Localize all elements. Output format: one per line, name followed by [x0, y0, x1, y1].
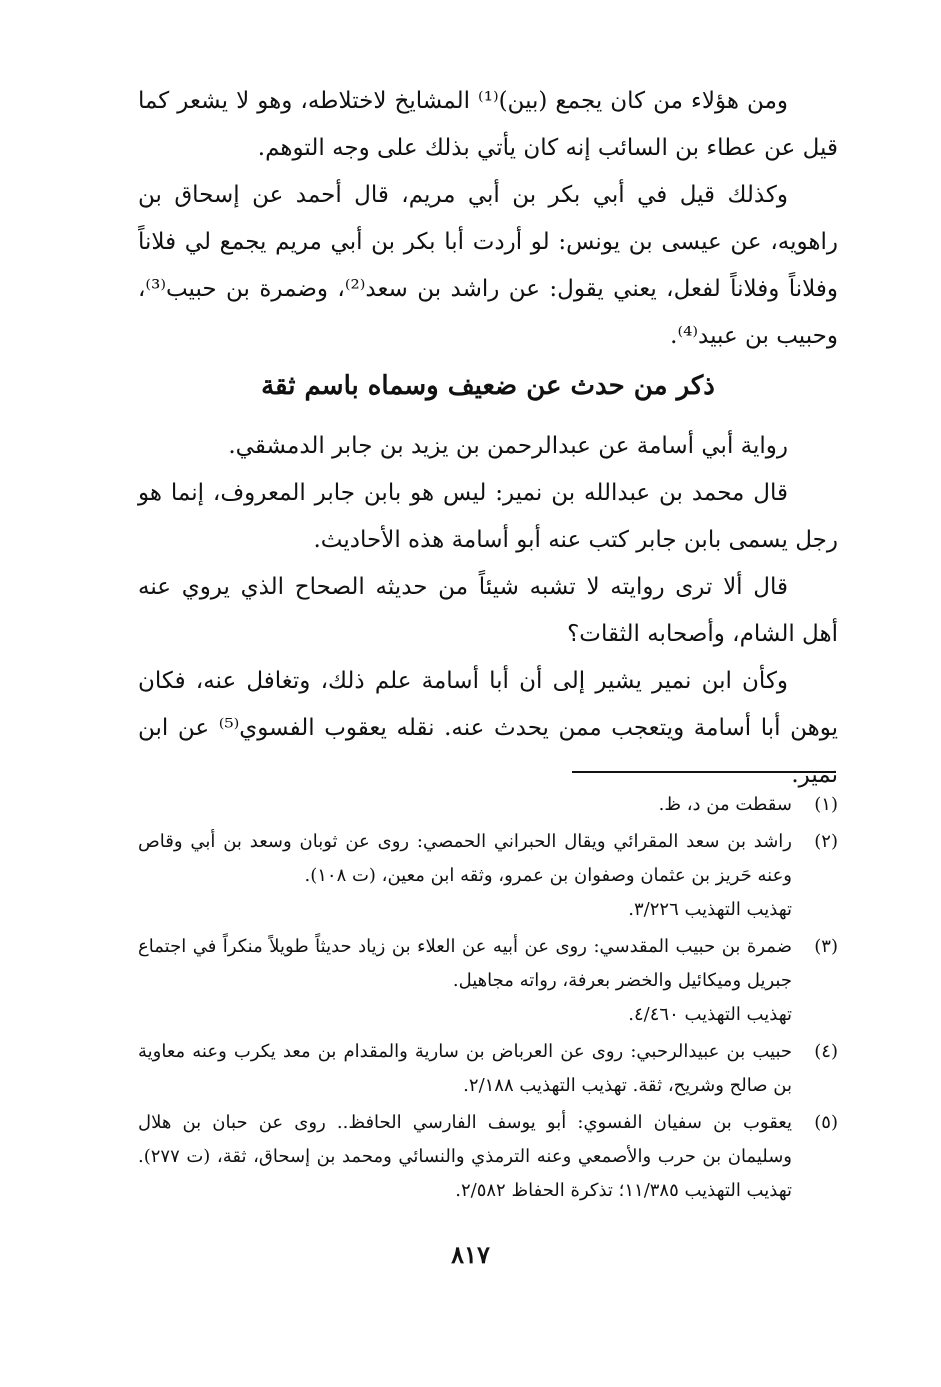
footnote-reference: تهذيب التهذيب ٣/٢٢٦. — [628, 899, 792, 920]
section-heading: ذكر من حدث عن ضعيف وسماه باسم ثقة — [261, 371, 715, 401]
paragraph: قال ألا ترى روايته لا تشبه شيئاً من حديثه الصحاح الذي يروي عنه أهل الشام، وأصحابه الثقات؟ — [138, 574, 838, 647]
footnote-separator — [572, 771, 836, 773]
footnote-text: حبيب بن عبيدالرحبي: روى عن العرباض بن سارية والمقدام بن معد يكرب وعنه معاوية بن صالح وشريح، ثقة. تهذيب التهذيب ٢/١٨٨. — [138, 1041, 792, 1096]
footnote-text: سقطت من د، ظ. — [658, 794, 792, 815]
paragraph: ومن هؤلاء من كان يجمع (بين)⁽¹⁾ المشايخ لاختلاطه، وهو لا يشعر كما قيل عن عطاء بن السائب إنه كان يأتي بذلك على وجه التوهم. — [138, 88, 838, 161]
page-number: ٨١٧ — [451, 1240, 490, 1269]
footnote-text: راشد بن سعد المقرائي ويقال الحبراني الحمصي: روى عن ثوبان وسعد بن أبي وقاص وعنه حَريز بن عثمان وصفوان بن عمرو، وثقه ابن معين، (ت ١٠٨). — [138, 831, 793, 886]
paragraph: وكذلك قيل في أبي بكر بن أبي مريم، قال أحمد عن إسحاق بن راهويه، عن عيسى بن يونس: لو أردت أبا بكر بن أبي مريم يجمع لي فلاناً وفلاناً وفلاناً لفعل، يعني يقول: عن راشد بن سعد⁽²⁾، وضمرة بن حبيب⁽³⁾، وحبيب بن عبيد⁽⁴⁾. — [138, 182, 838, 349]
footnotes — [138, 788, 838, 1211]
paragraph: وكأن ابن نمير يشير إلى أن أبا أسامة علم ذلك، وتغافل عنه، فكان يوهن أبا أسامة ويتعجب ممن يحدث عنه. نقله يعقوب الفسوي⁽⁵⁾ عن ابن نمير. — [138, 668, 838, 788]
footnote-number: (٥) — [814, 1112, 838, 1133]
body-text-top — [138, 78, 838, 360]
footnote-number: (٤) — [814, 1041, 838, 1062]
footnote-4 — [138, 1035, 838, 1103]
footnote-1 — [138, 788, 838, 822]
footnote-number: (٣) — [814, 936, 838, 957]
footnote-reference: تهذيب التهذيب ٤/٤٦٠. — [628, 1004, 792, 1025]
footnote-text: يعقوب بن سفيان الفسوي: أبو يوسف الفارسي الحافظ.. روى عن حبان بن هلال وسليمان بن حرب والأصمعي وعنه الترمذي والنسائي ومحمد بن إسحاق، ثقة، (ت ٢٧٧). تهذيب التهذيب ١١/٣٨٥؛ تذكرة الحفاظ ٢/٥٨٢. — [138, 1112, 792, 1201]
footnote-text: ضمرة بن حبيب المقدسي: روى عن أبيه عن العلاء بن زياد حديثاً طويلاً منكراً في اجتماع جبريل وميكائيل والخضر بعرفة، رواته مجاهيل. — [138, 936, 792, 991]
paragraph: رواية أبي أسامة عن عبدالرحمن بن يزيد بن جابر الدمشقي. — [228, 433, 788, 459]
body-text-bottom — [138, 423, 838, 799]
footnote-3 — [138, 930, 838, 1032]
paragraph: قال محمد بن عبدالله بن نمير: ليس هو بابن جابر المعروف، إنما هو رجل يسمى بابن جابر كتب عنه أبو أسامة هذه الأحاديث. — [138, 480, 838, 553]
footnote-5 — [138, 1106, 838, 1208]
footnote-number: (٢) — [814, 831, 838, 852]
footnote-number: (١) — [814, 794, 838, 815]
footnote-2 — [138, 825, 838, 927]
